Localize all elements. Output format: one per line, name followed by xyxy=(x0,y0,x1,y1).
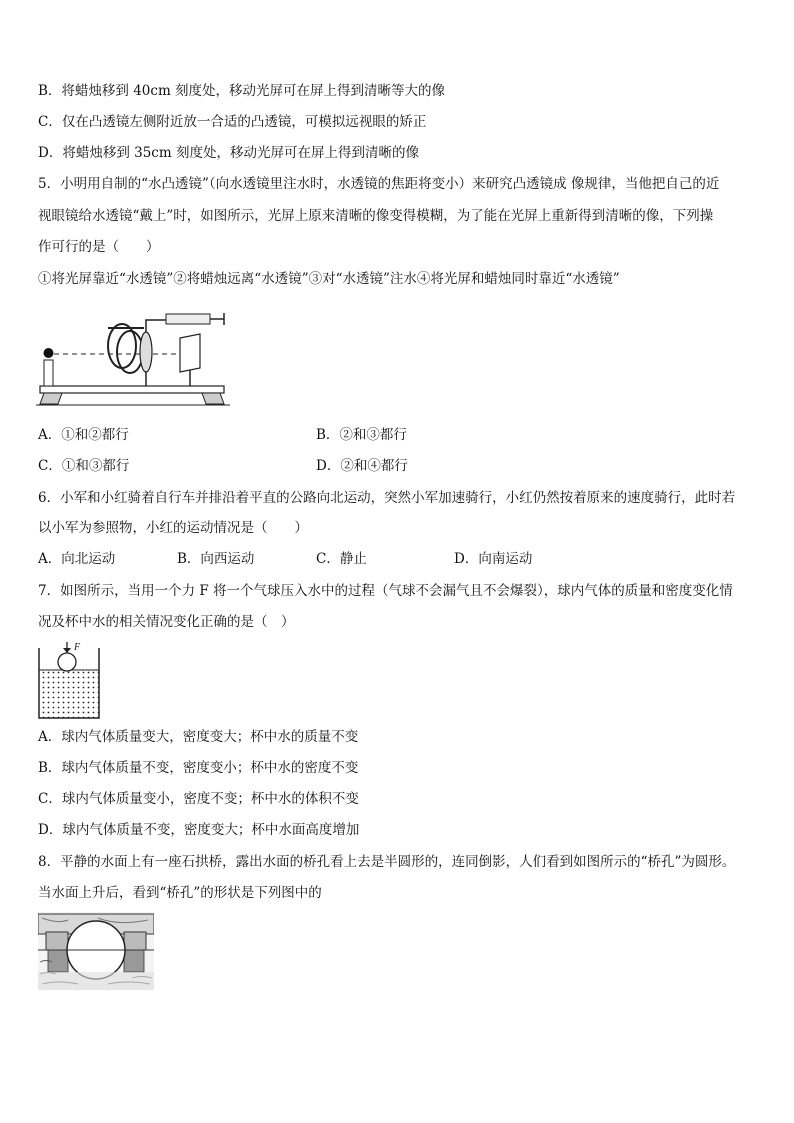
stone-arch-bridge-figure xyxy=(38,912,154,990)
q5-stem-line-1: 5．小明用自制的“水凸透镜”（向水透镜里注水时，水透镜的焦距将变小）来研究凸透镜成 像规律，当他把自己的近 xyxy=(38,176,720,192)
q5-option-d: D．②和④都行 xyxy=(316,458,408,474)
force-label: F xyxy=(74,642,81,653)
q6-option-c: C．静止 xyxy=(316,551,367,567)
q8-stem-line-2: 当水面上升后，看到“桥孔”的形状是下列图中的 xyxy=(38,885,322,901)
balloon-in-cup-figure xyxy=(36,640,102,720)
q6-option-a: A．向北运动 xyxy=(38,551,116,567)
q6-stem-line-2: 以小军为参照物，小红的运动情况是（ ） xyxy=(38,520,308,536)
q7-stem-line-1: 7．如图所示，当用一个力 F 将一个气球压入水中的过程（气球不会漏气且不会爆裂），球内气体的质量和密度变化情 xyxy=(38,583,733,599)
q6-option-b: B．向西运动 xyxy=(177,551,255,567)
q4-option-c: C．仅在凸透镜左侧附近放一合适的凸透镜，可模拟远视眼的矫正 xyxy=(38,114,427,130)
q7-option-a: A．球内气体质量变大，密度变大；杯中水的质量不变 xyxy=(38,729,359,745)
q6-stem-line-1: 6．小军和小红骑着自行车并排沿着平直的公路向北运动，突然小军加速骑行，小红仍然按着原来的速度骑行，此时若 xyxy=(38,490,736,506)
q8-stem-line-1: 8．平静的水面上有一座石拱桥，露出水面的桥孔看上去是半圆形的，连同倒影，人们看到如图所示的“桥孔”为圆形。 xyxy=(38,854,736,870)
q5-option-b: B．②和③都行 xyxy=(316,427,407,443)
q5-option-a: A．①和②都行 xyxy=(38,427,129,443)
q5-stem-line-3: 作可行的是（ ） xyxy=(38,239,160,255)
q5-choices: ①将光屏靠近“水透镜”②将蜡烛远离“水透镜”③对“水透镜”注水④将光屏和蜡烛同时靠近“水透镜” xyxy=(38,271,620,287)
q7-stem-line-2: 况及杯中水的相关情况变化正确的是（ ） xyxy=(38,614,295,630)
q7-option-b: B．球内气体质量不变，密度变小；杯中水的密度不变 xyxy=(38,760,359,776)
q5-stem-line-2: 视眼镜给水透镜“戴上”时，如图所示，光屏上原来清晰的像变得模糊，为了能在光屏上重新得到清晰的像，下列操 xyxy=(38,208,714,224)
q7-option-d: D．球内气体质量不变，密度变大；杯中水面高度增加 xyxy=(38,822,360,838)
q6-option-d: D．向南运动 xyxy=(454,551,533,567)
water-lens-apparatus-figure xyxy=(36,308,230,410)
q5-option-c: C．①和③都行 xyxy=(38,458,130,474)
q7-option-c: C．球内气体质量变小，密度不变；杯中水的体积不变 xyxy=(38,791,359,807)
q4-option-d: D．将蜡烛移到 35cm 刻度处，移动光屏可在屏上得到清晰的像 xyxy=(38,145,419,161)
q4-option-b: B．将蜡烛移到 40cm 刻度处，移动光屏可在屏上得到清晰等大的像 xyxy=(38,83,446,99)
